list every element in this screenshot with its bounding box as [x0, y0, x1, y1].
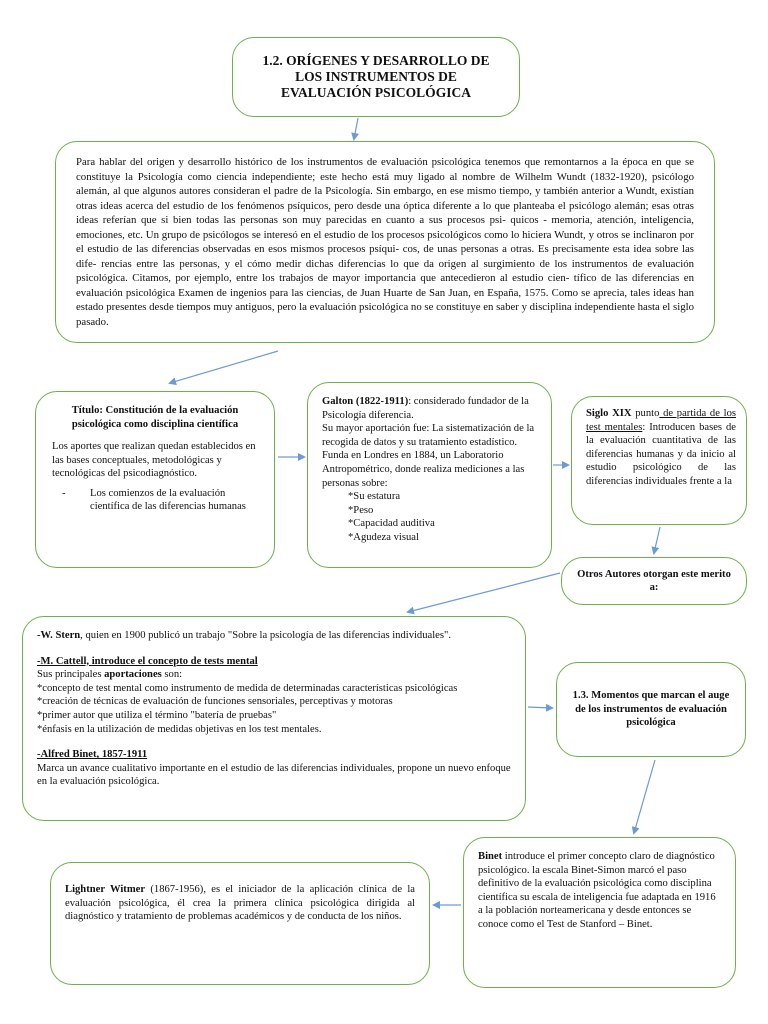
main-title: 1.2. ORÍGENES Y DESARROLLO DE LOS INSTRUMENTOS DE EVALUACIÓN PSICOLÓGICA [262, 53, 490, 100]
list-item [52, 487, 258, 514]
momentos-box [556, 662, 746, 757]
siglo-bold: Siglo XIX [586, 408, 632, 419]
witmer-box [50, 862, 430, 985]
arrow-siglo-to-otros [654, 527, 660, 553]
binet-heading [37, 748, 511, 762]
galton-lead-text: : considerado fundador de la Psicología diferencia. [322, 396, 529, 421]
list-item: *Su estatura [348, 491, 401, 503]
title-box [232, 37, 520, 117]
cattell-heading-text: -M. Cattell, introduce el concepto de tests mental [37, 655, 258, 667]
bullet-dash: - [62, 487, 66, 499]
stern-line [37, 629, 511, 643]
cattell-intro-b: aportaciones [104, 669, 162, 681]
binet-paragraph [478, 850, 721, 931]
galton-name: Galton (1822-1911) [322, 396, 409, 407]
titulo-text: Los aportes que realizan quedan establecidos en las bases conceptuales, metodológicas y tecnológicas del psicodiagnóstico. [52, 441, 256, 479]
arrow-intro-to-titulo [170, 351, 278, 383]
siglo-plain: punto [631, 408, 660, 419]
binet-heading-text: -Alfred Binet, 1857-1911 [37, 749, 148, 761]
list-item: *énfasis en la utilización de medidas objetivas en los test mentales. [37, 723, 322, 735]
cattell-heading [37, 655, 511, 669]
otros-text: Otros Autores otorgan este merito a: [577, 568, 731, 593]
list-item: *Agudeza visual [348, 531, 419, 543]
cattell-intro-c: son: [161, 669, 183, 681]
binet-text: introduce el primer concepto claro de diagnóstico psicológico. la escala Binet-Simon marcó el paso definitivo de la evaluación psicológica como disciplina científica su escala de inteligencia fue adaptada en 1916 a la población norteamericana y desde entonces se conoce como el Test de Stanford – Binet. [478, 851, 716, 930]
stern-text: , quien en 1900 publicó un trabajo "Sobre la psicología de las diferencias individuales". [80, 630, 451, 641]
galton-items [322, 490, 537, 544]
siglo-text [586, 407, 736, 489]
arrow-title-to-intro [354, 118, 358, 139]
cattell-intro [37, 668, 511, 682]
list-item: *Peso [348, 504, 374, 516]
siglo-underlined: de partida de los test mentales [586, 408, 737, 433]
autores-box [22, 616, 526, 821]
siglo-rest: : Introducen bases de la evaluación cuantitativa de las diferencias humanas y da inicio al estudio psicológico de las diferencias individuales frente a la [586, 421, 736, 487]
binet-box [463, 837, 736, 988]
stern-name: -W. Stern [37, 630, 81, 641]
arrow-autores-to-momentos [528, 707, 552, 708]
arrow-momentos-to-binet [634, 760, 655, 833]
witmer-name: Lightner Witmer [65, 884, 146, 895]
list-item: *creación de técnicas de evaluación de funciones sensoriales, perceptivas y motoras [37, 696, 393, 708]
titulo-box [35, 391, 275, 568]
list-item: *concepto de test mental como instrumento de medida de determinadas características psicológicas [37, 682, 458, 694]
titulo-heading: Título: Constitución de la evaluación psicológica como disciplina científica [71, 405, 239, 430]
siglo-box [571, 396, 747, 525]
witmer-text: (1867-1956), es el iniciador de la aplicación clínica de la evaluación psicológica, él crea la primera clínica psicológica dirigida al diagnóstico y tratamiento de problemas académicos y de conducta de los niños. [65, 884, 416, 922]
otros-box [561, 557, 747, 605]
galton-body: Su mayor aportación fue: La sistematización de la recogida de datos y su tratamiento estadístico. Funda en Londres en 1884, un Laboratorio Antropométrico, donde realiza mediciones a las personas sobre: [322, 423, 535, 489]
bullet-text: Los comienzos de la evaluación científica de las diferencias humanas [90, 487, 246, 512]
list-item: *primer autor que utiliza el término "batería de pruebas" [37, 709, 277, 721]
cattell-intro-a: Sus principales [37, 669, 105, 681]
intro-box [55, 141, 715, 343]
intro-text: Para hablar del origen y desarrollo histórico de los instrumentos de evaluación psicológica tenemos que remontarnos a la época en que se constituye la Psicología como ciencia independiente; este hecho está muy ligado al nombre de Wilhelm Wundt (1832-1920), psicólogo alemán, al que algunos autores consideran el padre de la Psicología. Sin embargo, en ese mismo tiempo, y también anterior a Wundt, existían otras ideas acerca del estudio de los fenómenos psíquicos, pero desde una óptica diferente a lo que planteaba el psicólogo alemán; esas otras ideas referían que si bien todas las personas son muy parecidas en cuanto a sus procesos psi- quicos - memoria, atención, inteligencia, emociones, etc. Un grupo de psicólogos se interesó en el estudio de los procesos psicológicos como lo hiciera Wundt, y otros se inclinaron por el estudio de las diferencias observadas en esos mismos procesos psíqui- cos, de unas personas a otras. Es precisamente esta idea sobre las dife- rencias entre las personas, y el cómo medir dichas diferencias lo que da origen al surgimiento de los instrumentos de evaluación psicológica. Citamos, por ejemplo, entre los trabajos de mayor importancia que antecedieron al estudio cien- tífico de las diferencias en evaluación psicológica Examen de ingenios para las ciencias, de Juan Huarte de San Juan, en España, 1575. Como se aprecia, tales ideas han estado presentes desde tiempos muy antiguos, pero la evaluación psicológica no se constituye en saber y disciplina independiente hasta el siglo pasado. [76, 156, 694, 328]
arrow-otros-to-autores [408, 573, 560, 612]
galton-lead [322, 395, 537, 422]
binet-summary: Marca un avance cualitativo importante en el estudio de las diferencias individuales, propone un nuevo enfoque en la evaluación psicológica. [37, 762, 511, 788]
galton-box [307, 382, 552, 568]
witmer-paragraph [65, 883, 415, 924]
list-item: *Capacidad auditiva [348, 518, 435, 530]
momentos-text: 1.3. Momentos que marcan el auge de los instrumentos de evaluación psicológica [572, 690, 730, 729]
binet-name: Binet [478, 851, 503, 862]
titulo-list [52, 487, 258, 514]
